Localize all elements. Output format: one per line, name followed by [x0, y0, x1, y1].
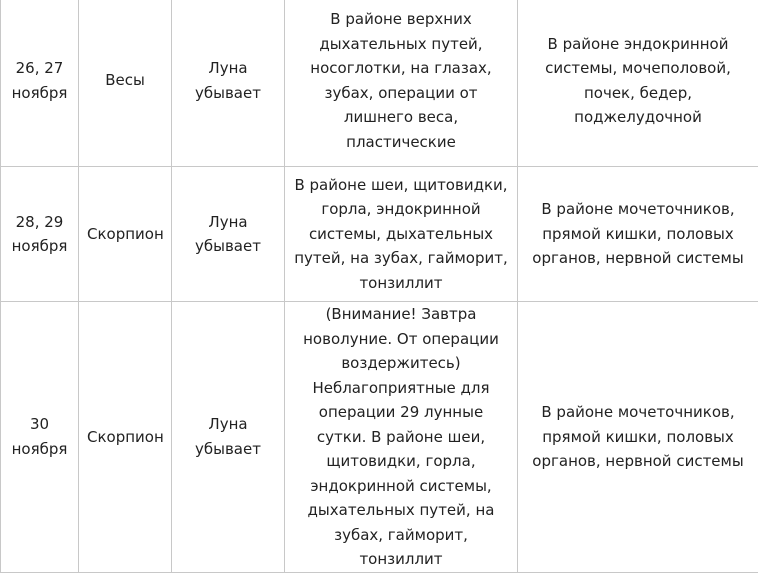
date-cell	[1, 302, 79, 573]
date-cell	[1, 167, 79, 302]
date-text: 28, 29 ноября	[12, 213, 68, 256]
zodiac-sign-text: Скорпион	[87, 428, 164, 446]
moon-phase-text: Луна убывает	[195, 415, 261, 458]
zodiac-sign-text: Скорпион	[87, 225, 164, 243]
table-row	[1, 0, 758, 167]
table-row	[1, 167, 758, 302]
favorable-text: В районе мочеточников, прямой кишки, половых органов, нервной системы	[532, 403, 743, 470]
unfavorable-cell	[285, 0, 518, 167]
favorable-cell	[518, 302, 758, 573]
favorable-cell	[518, 0, 758, 167]
moon-phase-text: Луна убывает	[195, 59, 261, 102]
date-text: 26, 27 ноября	[12, 59, 68, 102]
unfavorable-cell	[285, 302, 518, 573]
moon-phase-cell	[172, 0, 285, 167]
favorable-cell	[518, 167, 758, 302]
date-cell	[1, 0, 79, 167]
unfavorable-text: (Внимание! Завтра новолуние. От операции воздержитесь) Неблагоприятные для операции 29 лунные сутки. В районе шеи, щитовидки, горла, эндокринной системы, дыхательных путей, на зубах, гайморит, тонзиллит	[303, 305, 499, 568]
moon-phase-text: Луна убывает	[195, 213, 261, 256]
favorable-text: В районе мочеточников, прямой кишки, половых органов, нервной системы	[532, 200, 743, 267]
moon-phase-cell	[172, 167, 285, 302]
zodiac-sign-cell	[79, 302, 172, 573]
zodiac-sign-cell	[79, 0, 172, 167]
favorable-text: В районе эндокринной системы, мочеполовой, почек, бедер, поджелудочной	[545, 35, 731, 127]
zodiac-sign-cell	[79, 167, 172, 302]
moon-phase-cell	[172, 302, 285, 573]
zodiac-sign-text: Весы	[105, 71, 145, 89]
unfavorable-cell	[285, 167, 518, 302]
date-text: 30 ноября	[12, 415, 68, 458]
unfavorable-text: В районе верхних дыхательных путей, носоглотки, на глазах, зубах, операции от лишнего веса, пластические	[310, 10, 491, 151]
unfavorable-text: В районе шеи, щитовидки, горла, эндокринной системы, дыхательных путей, на зубах, гайморит, тонзиллит	[294, 176, 508, 292]
table-row	[1, 302, 758, 573]
